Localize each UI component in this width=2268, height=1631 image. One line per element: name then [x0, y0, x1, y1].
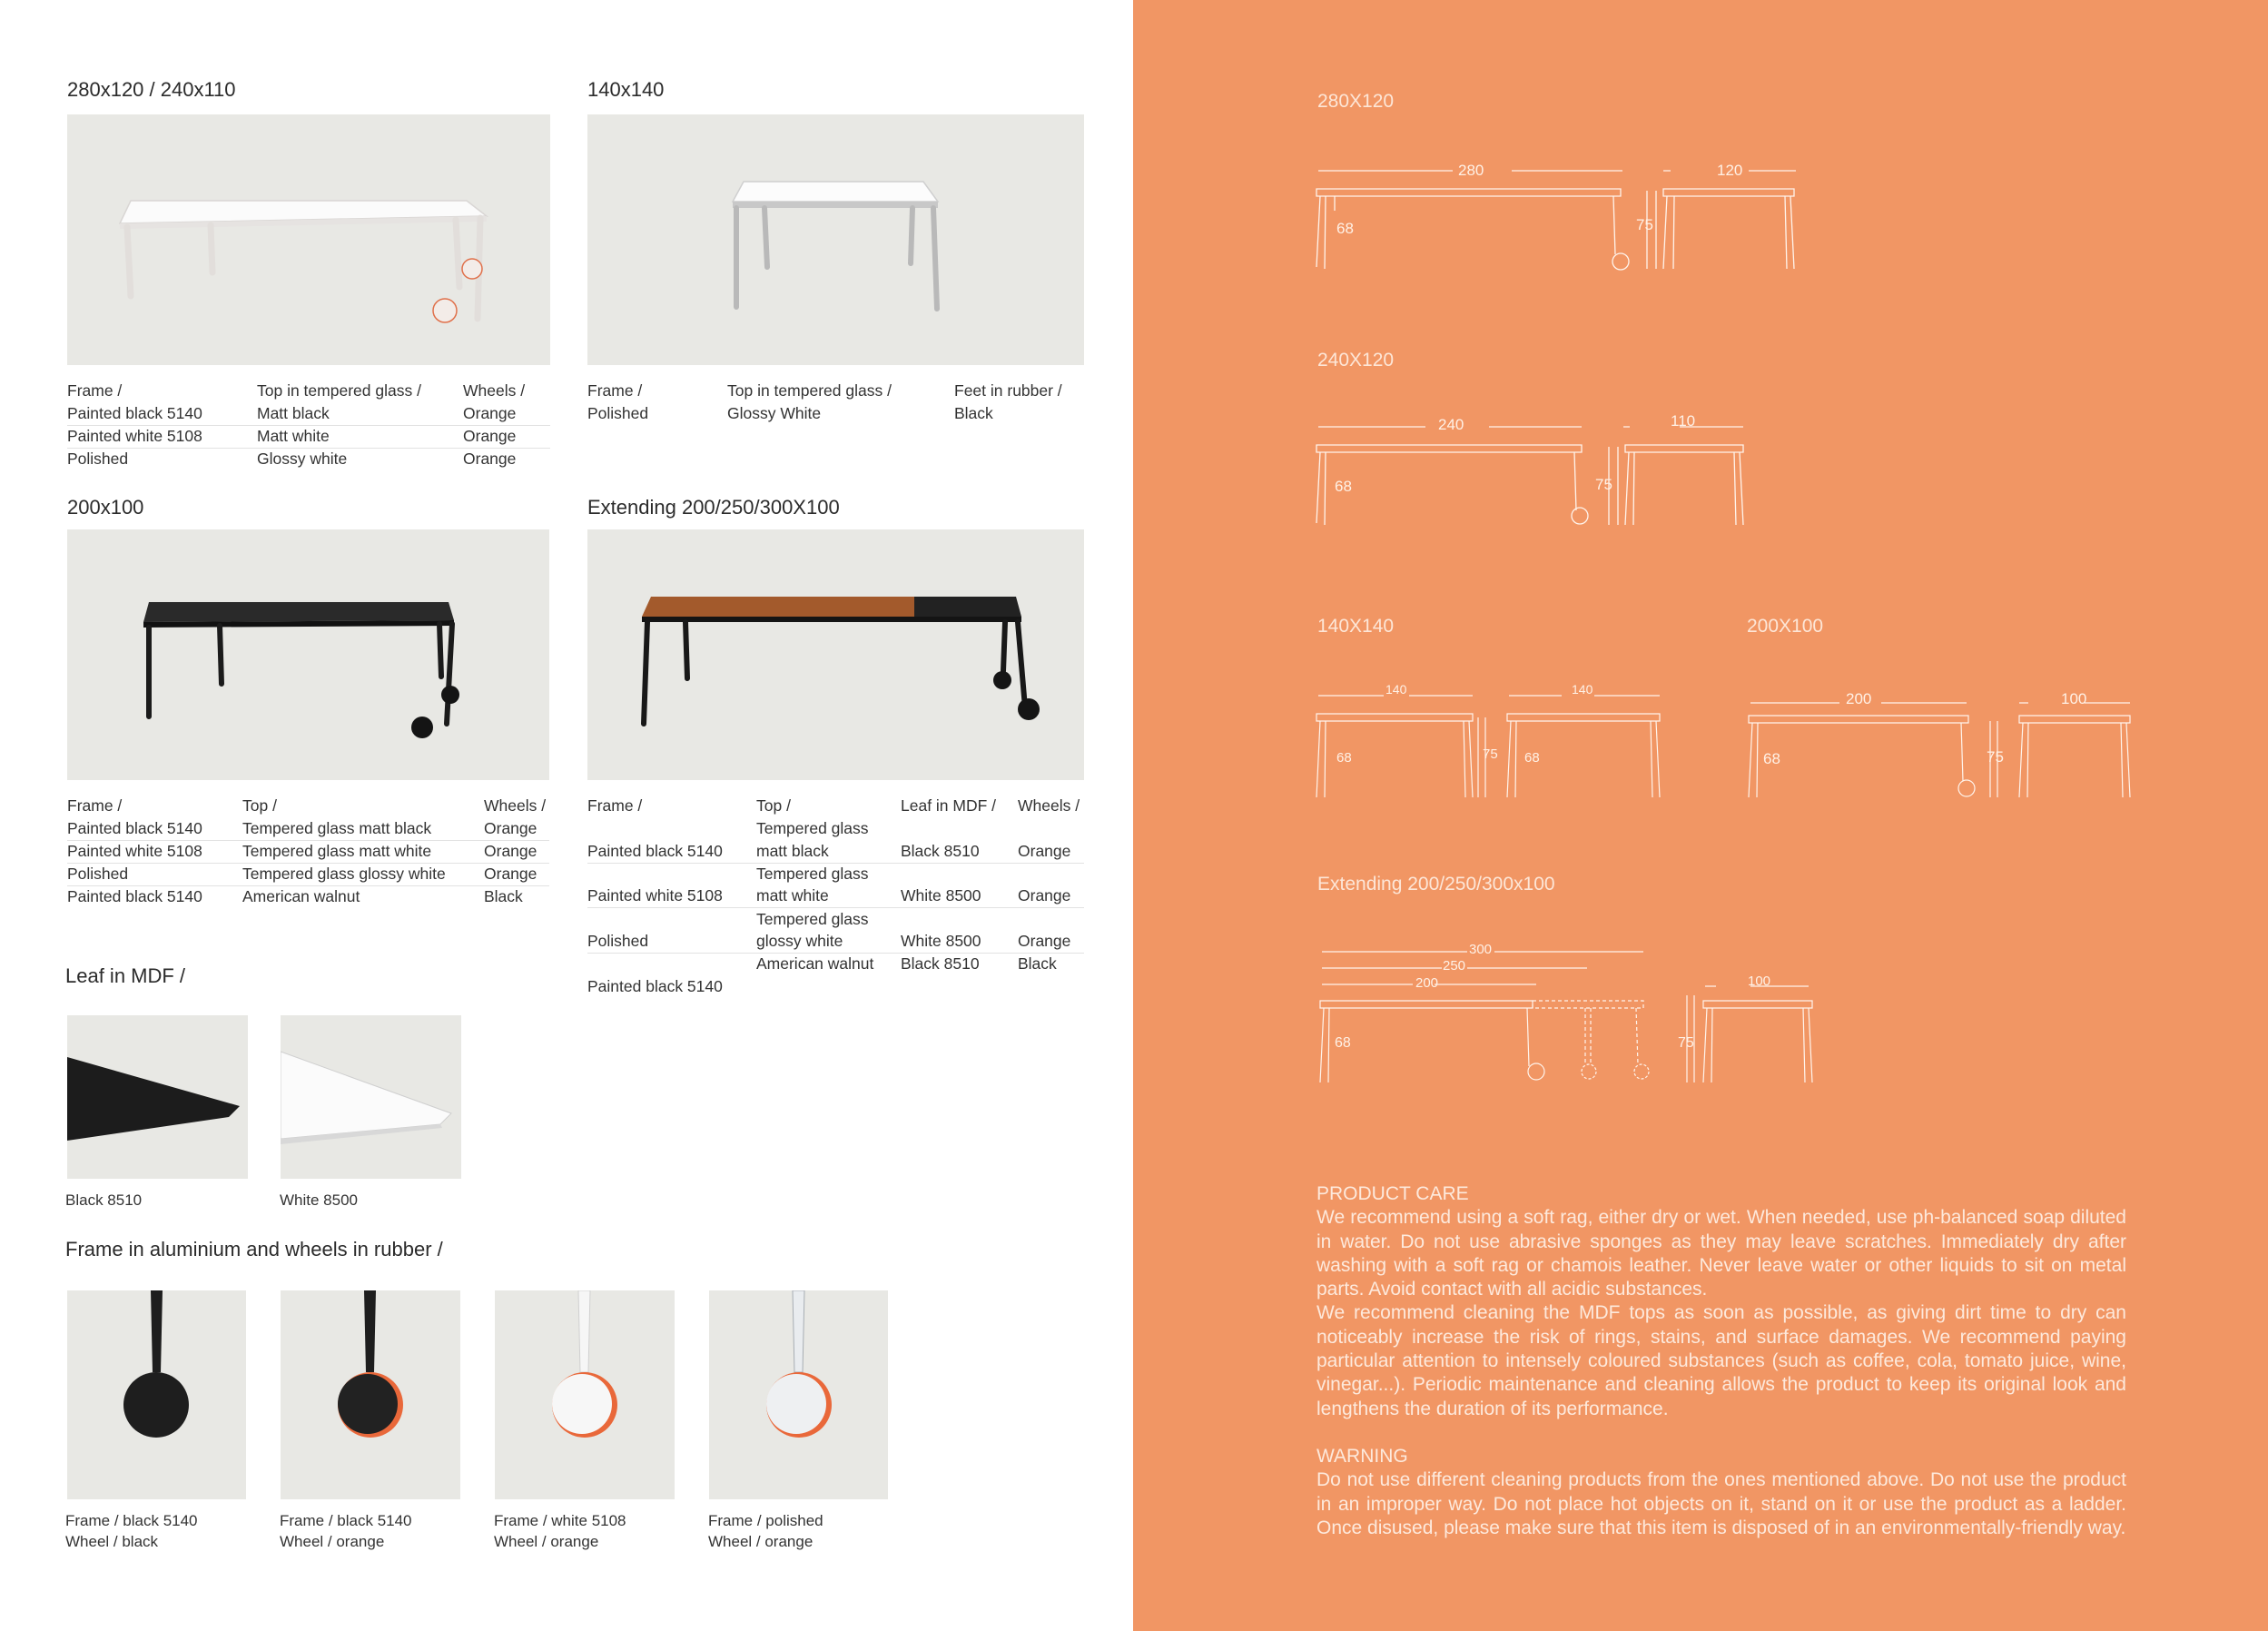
table-row	[67, 425, 550, 449]
drawing-240-outline	[1307, 409, 1816, 536]
table-cell: Polished	[67, 450, 129, 468]
dimension-leg: 68	[1524, 750, 1540, 766]
product-care-paragraph: We recommend cleaning the MDF tops as soon as possible, as giving dirt time to dry can noticeably increase the risk of rings, stains, and surface damages. We recommend paying particular attention to intensely coloured substances (such as coffee, cola, tomato juice, wine, vinegar...). Periodic maintenance and cleaning allows the product to keep its original look and lengthens the duration of its performance.	[1316, 1302, 2126, 1419]
table-cell: Orange	[484, 865, 537, 883]
column-header: Frame /	[587, 796, 643, 815]
swatch-caption: White 8500	[280, 1191, 358, 1209]
table-cell: Orange	[463, 450, 517, 468]
dimension-height: 75	[1595, 476, 1612, 493]
table-cell: White 8500	[901, 886, 981, 904]
table-cell: Painted white 5108	[587, 886, 723, 904]
caption-line: Wheel / orange	[708, 1533, 814, 1550]
table-cell: Tempered glass matt black	[242, 819, 432, 837]
swatch-leaf-white	[281, 1015, 461, 1179]
table-photo-extending-walnut	[587, 529, 1084, 780]
table-cell: Orange	[1018, 886, 1071, 904]
table-cell: Orange	[463, 427, 517, 445]
swatch-caption	[494, 1510, 626, 1552]
column-header: Leaf in MDF /	[901, 796, 997, 815]
column-header: Top /	[756, 796, 791, 815]
dimension-width: 140	[1572, 682, 1593, 697]
drawing-title-280: 280X120	[1317, 91, 1395, 112]
table-row	[587, 908, 1084, 954]
dimension-length: 140	[1385, 682, 1407, 697]
dimension-width: 100	[1748, 974, 1771, 989]
table-cell: Matt black	[257, 404, 330, 422]
table-cell: Polished	[587, 932, 649, 950]
table-cell: Black	[954, 404, 993, 422]
dimension-length: 200	[1846, 690, 1872, 707]
table-cell: American walnut	[242, 887, 360, 905]
table-row	[67, 840, 549, 864]
dimension-length-200: 200	[1415, 975, 1439, 991]
table-cell: Painted white 5108	[67, 427, 202, 445]
table-cell: Tempered glass	[756, 865, 869, 883]
table-cell: Painted black 5140	[587, 977, 723, 995]
product-care-title: PRODUCT CARE	[1316, 1183, 1469, 1204]
column-header: Top /	[242, 796, 277, 815]
table-cell: Orange	[1018, 842, 1071, 860]
table-cell: Tempered glass	[756, 819, 869, 837]
table-cell: Orange	[484, 842, 537, 860]
drawing-title-200: 200X100	[1747, 616, 1824, 637]
drawing-title-140: 140X140	[1317, 616, 1395, 637]
swatch-caption	[65, 1510, 198, 1552]
section-title-200: 200x100	[67, 496, 144, 519]
dimension-leg: 68	[1335, 1035, 1351, 1051]
table-cell: Polished	[67, 865, 129, 883]
section-title-extending: Extending 200/250/300X100	[587, 496, 840, 519]
table-cell: Black	[484, 887, 523, 905]
column-header: Feet in rubber /	[954, 381, 1062, 400]
table-cell: Painted black 5140	[67, 404, 202, 422]
table-row	[587, 402, 1084, 425]
table-row	[67, 885, 549, 908]
warning-title: WARNING	[1316, 1445, 1408, 1467]
table-cell: Tempered glass glossy white	[242, 865, 446, 883]
column-header: Wheels /	[1018, 796, 1080, 815]
caption-line: Wheel / orange	[494, 1533, 599, 1550]
table-row	[67, 863, 549, 886]
section-title-140: 140x140	[587, 78, 665, 101]
table-row	[587, 953, 1084, 998]
table-cell: Polished	[587, 404, 649, 422]
drawing-title-extending: Extending 200/250/300x100	[1317, 874, 1555, 895]
column-header: Top in tempered glass /	[257, 381, 421, 400]
table-cell: Glossy white	[257, 450, 348, 468]
table-cell: Black 8510	[901, 842, 980, 860]
table-cell: matt black	[756, 842, 829, 860]
caption-line: Frame / polished	[708, 1512, 823, 1529]
table-cell: matt white	[756, 886, 829, 904]
drawing-extending-outline	[1307, 941, 1825, 1086]
dimension-height: 75	[1483, 746, 1498, 762]
table-cell: Painted black 5140	[587, 842, 723, 860]
swatch-caption	[708, 1510, 823, 1552]
dimension-length: 240	[1438, 416, 1464, 433]
warning-paragraph: Do not use different cleaning products from the ones mentioned above. Do not use the product in an improper way. Do not place hot objects on it, stand on it or use the product as a ladder. Once disused, please make sure that this item is disposed of in an environmentally-friendly way.	[1316, 1469, 2126, 1538]
drawing-title-240: 240X120	[1317, 350, 1395, 371]
drawing-140-outline	[1307, 681, 1671, 799]
caption-line: Frame / black 5140	[65, 1512, 198, 1529]
table-cell: Tempered glass	[756, 910, 869, 928]
dimension-leg: 68	[1336, 220, 1354, 237]
column-header: Frame /	[587, 381, 643, 400]
dimension-length-250: 250	[1443, 958, 1466, 974]
product-care-paragraph: We recommend using a soft rag, either dry or wet. When needed, use ph-balanced soap diluted in water. Do not use abrasive sponges as they may leave scratches. Immediately dry after washing with a soft rag or chamois leather. Never leave water or other liquids to sit on metal parts. Avoid contact with all acidic substances.	[1316, 1207, 2126, 1300]
dimension-leg: 68	[1336, 750, 1352, 766]
caption-line: Frame / black 5140	[280, 1512, 412, 1529]
dimension-height: 75	[1636, 216, 1653, 233]
dimension-width: 100	[2061, 690, 2087, 707]
table-cell: Orange	[463, 404, 517, 422]
table-cell: Painted black 5140	[67, 819, 202, 837]
swatch-frame-polished-wheel-orange	[709, 1290, 888, 1499]
swatch-frame-white-wheel-orange	[495, 1290, 675, 1499]
table-cell: Orange	[1018, 932, 1071, 950]
dimension-length: 280	[1458, 162, 1484, 179]
dimension-height: 75	[1678, 1035, 1694, 1051]
caption-line: Wheel / orange	[280, 1533, 385, 1550]
table-row	[587, 863, 1084, 908]
table-cell: Orange	[484, 819, 537, 837]
table-photo-140-polished	[587, 114, 1084, 365]
section-title-leaf: Leaf in MDF /	[65, 964, 186, 987]
dimension-leg: 68	[1335, 478, 1352, 495]
table-cell: Matt white	[257, 427, 330, 445]
swatch-caption: Black 8510	[65, 1191, 143, 1209]
table-row	[587, 817, 1084, 864]
dimension-width: 110	[1671, 412, 1696, 430]
section-title-frame: Frame in aluminium and wheels in rubber /	[65, 1238, 443, 1260]
dimension-width: 120	[1717, 162, 1743, 179]
product-care-text	[1316, 1182, 2126, 1540]
table-photo-200-black	[67, 529, 549, 780]
dimension-length-300: 300	[1469, 942, 1493, 957]
caption-line: Wheel / black	[65, 1533, 159, 1550]
table-row	[67, 402, 550, 426]
swatch-frame-black-wheel-orange	[281, 1290, 460, 1499]
column-header: Wheels /	[484, 796, 547, 815]
table-cell: Painted black 5140	[67, 887, 202, 905]
table-cell: Glossy White	[727, 404, 822, 422]
caption-line: Frame / white 5108	[494, 1512, 626, 1529]
table-row	[67, 448, 550, 470]
column-header: Frame /	[67, 381, 123, 400]
table-cell: glossy white	[756, 932, 843, 950]
table-cell: Black	[1018, 954, 1057, 973]
table-cell: Black 8510	[901, 954, 980, 973]
swatch-frame-black-wheel-black	[67, 1290, 246, 1499]
table-cell: White 8500	[901, 932, 981, 950]
table-row	[67, 817, 549, 841]
dimension-leg: 68	[1763, 750, 1780, 767]
swatch-caption	[280, 1510, 412, 1552]
section-title-280: 280x120 / 240x110	[67, 78, 236, 101]
column-header: Top in tempered glass /	[727, 381, 892, 400]
dimension-height: 75	[1987, 748, 2004, 766]
table-cell: Painted white 5108	[67, 842, 202, 860]
column-header: Frame /	[67, 796, 123, 815]
table-photo-280-white	[67, 114, 550, 365]
table-cell: Tempered glass matt white	[242, 842, 432, 860]
column-header: Wheels /	[463, 381, 526, 400]
swatch-leaf-black	[67, 1015, 248, 1179]
table-cell: American walnut	[756, 954, 874, 973]
